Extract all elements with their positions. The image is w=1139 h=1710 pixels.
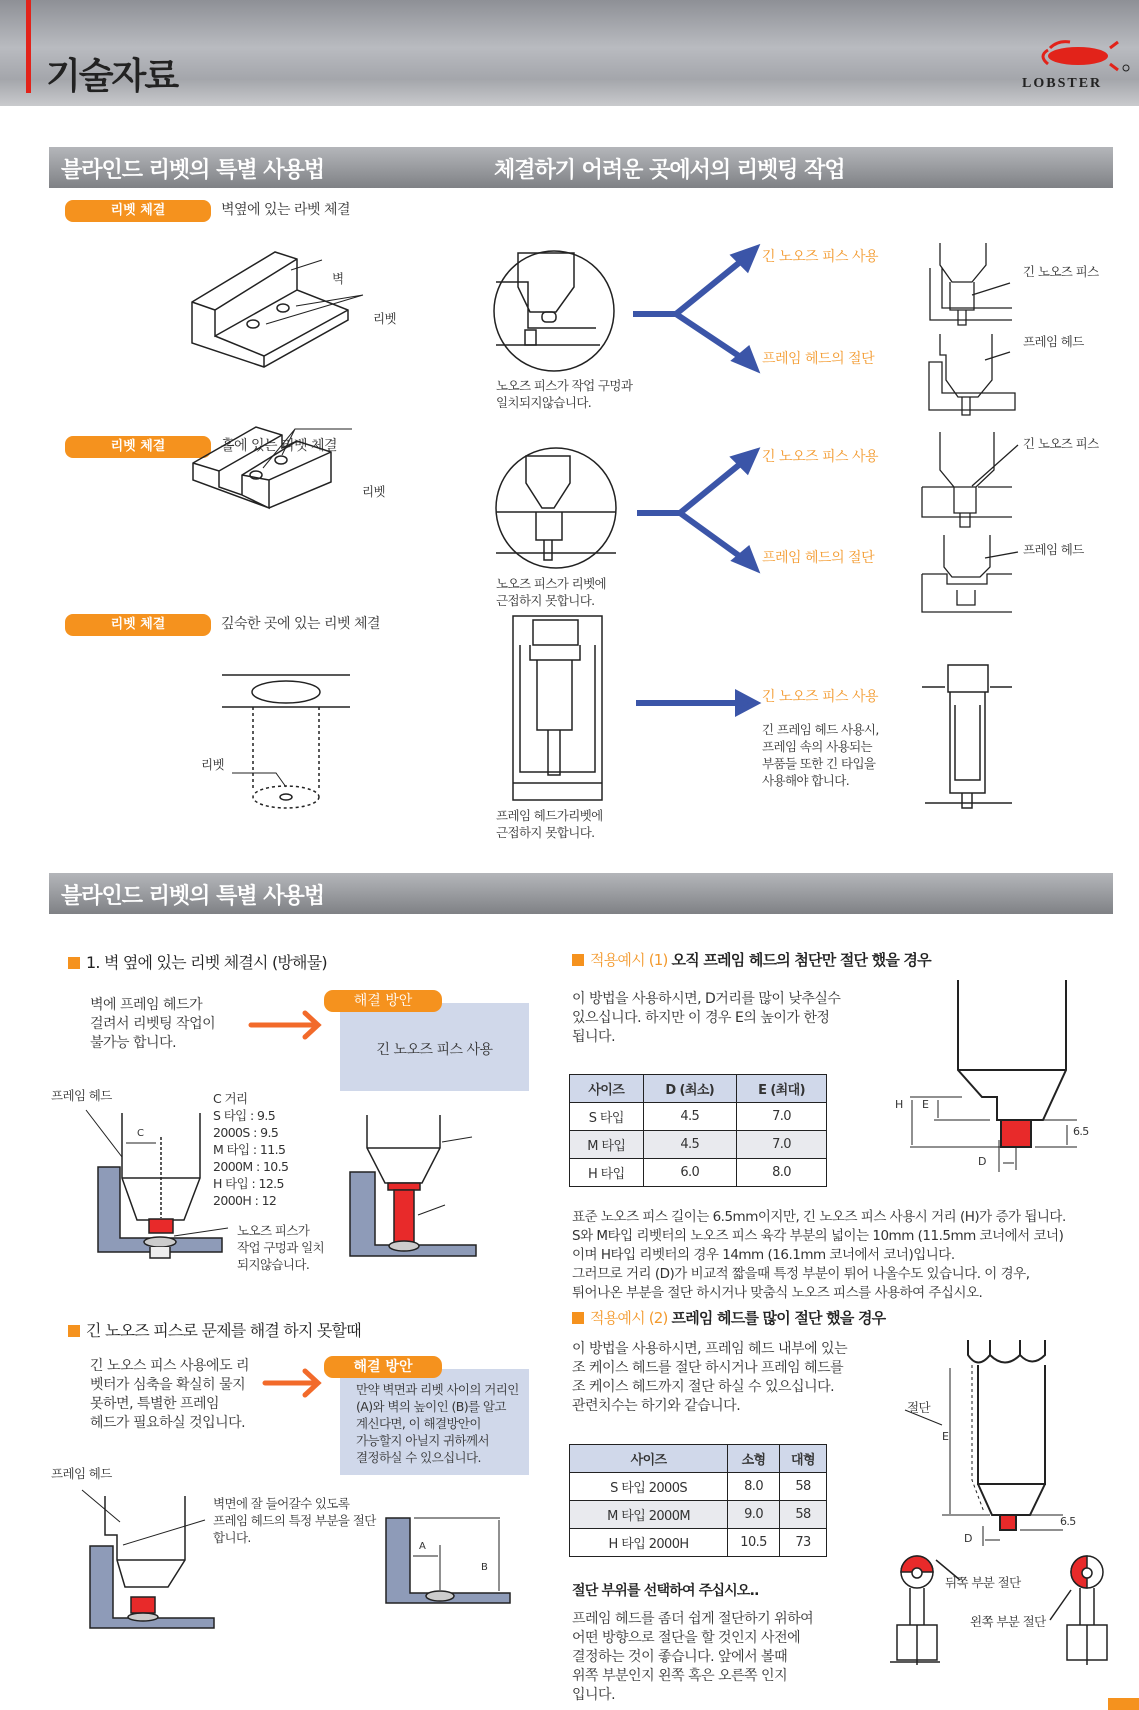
bullet-square-icon <box>68 957 80 969</box>
row2-caption: 노오즈 피스가 리벳에 근접하지 못합니다. <box>496 576 607 608</box>
cut-position-drawings <box>890 1556 1107 1665</box>
problem2-text: 긴 노오스 피스 사용에도 리 벳터가 심축을 확실히 물지 못하면, 특별한 프레임 헤드가 필요하실 것입니다. <box>90 1358 250 1431</box>
row2-label-frame-head: 프레임 헤드 <box>1023 542 1084 557</box>
label-rivet: 리벳 <box>362 484 385 499</box>
table-row: S 타입 4.5 7.0 <box>570 1103 827 1131</box>
table-row: S 타입 2000S 8.0 58 <box>570 1473 827 1501</box>
slot-bracket-drawing <box>193 427 352 508</box>
page-number-tab <box>1108 1698 1139 1710</box>
long-frame-box <box>513 616 602 800</box>
dim-nose: 6.5 <box>1073 1125 1089 1138</box>
row1-label-frame-head: 프레임 헤드 <box>1023 334 1084 349</box>
long-nose-solution-drawing <box>350 1115 476 1256</box>
c-distance-list: C 거리 S 타입 : 9.5 2000S : 9.5 M 타입 : 11.5 2000M : 10.5 H 타입 : 12.5 2000H : 12 <box>213 1091 289 1208</box>
frame-cut-result-1 <box>929 334 1015 415</box>
dim-b: B <box>481 1562 488 1573</box>
dim-a: A <box>419 1541 426 1552</box>
case-desc: 홀에 있는 리벳 체결 <box>221 438 338 454</box>
select-title: 절단 부위를 선택하여 주십시오.. <box>572 1583 759 1599</box>
solution2-box <box>340 1369 529 1475</box>
table-row: M 타입 4.5 7.0 <box>570 1131 827 1159</box>
row1-option-frame-cut: 프레임 헤드의 절단 <box>762 351 875 367</box>
table-row: H 타입 6.0 8.0 <box>570 1159 827 1187</box>
wall-bracket-drawing <box>192 252 363 367</box>
example2-drawing <box>905 1340 1063 1546</box>
solution1-pill: 해결 방안 <box>324 990 442 1012</box>
row2-option-long-nose: 긴 노오즈 피스 사용 <box>762 449 879 465</box>
case-desc: 깊숙한 곳에 있는 리벳 체결 <box>221 616 381 632</box>
case-pill: 리벳 체결 <box>65 200 211 222</box>
label-c: C <box>137 1128 144 1139</box>
example2-heading: 적용예시 (2) 프레임 헤드를 많이 절단 했을 경우 <box>572 1307 885 1328</box>
long-nose-result-2 <box>922 432 1018 527</box>
select-text: 프레임 헤드를 좀더 쉽게 절단하기 위하여 어떤 방향으로 절단을 할 것인지 사전에 결정하는 것이 좋습니다. 앞에서 볼때 위쪽 부분인지 왼쪽 혹은 오른쪽 인지 입니다. <box>572 1611 814 1703</box>
bullet-square-icon <box>68 1325 80 1337</box>
solution1-text: 긴 노오즈 피스 사용 <box>376 1042 493 1058</box>
dim-d: D <box>964 1532 972 1545</box>
label-rivet: 리벳 <box>201 757 224 772</box>
row1-label-long-nose: 긴 노오즈 피스 <box>1023 264 1099 279</box>
case-desc: 벽옆에 있는 라벳 체결 <box>221 202 351 218</box>
problem1-text: 벽에 프레임 헤드가 걸려서 리벳팅 작업이 불가능 합니다. <box>90 997 216 1051</box>
frame-cut-drawing <box>82 1490 214 1628</box>
dimension-ab-drawing <box>386 1518 510 1603</box>
table-row: H 타입 2000H 10.5 73 <box>570 1529 827 1557</box>
label-left-cut: 왼쪽 부분 절단 <box>970 1614 1046 1629</box>
label-rear-cut: 뒤쪽 부분 절단 <box>945 1575 1021 1590</box>
heading-long-nose-fail: 긴 노오즈 피스로 문제를 해결 하지 못할때 <box>68 1318 361 1341</box>
nose-note: 노오즈 피스가 작업 구멍과 일치 되지않습니다. <box>237 1223 325 1272</box>
table-row: M 타입 2000M 9.0 58 <box>570 1501 827 1529</box>
table-example2: 사이즈 소형 대형 S 타입 2000S 8.0 58 M 타입 2000M 9.0 58 H 타입 2000H 10.5 73 <box>569 1444 827 1557</box>
band-title: 블라인드 리벳의 특별 사용법 <box>61 884 325 909</box>
wall-obstruction-drawing <box>86 1110 228 1258</box>
row3-option-long-nose: 긴 노오즈 피스 사용 <box>762 689 879 705</box>
example1-heading: 적용예시 (1) 오직 프레임 헤드의 첨단만 절단 했을 경우 <box>572 949 931 970</box>
row1-option-long-nose: 긴 노오즈 피스 사용 <box>762 249 879 265</box>
dim-d: D <box>978 1155 986 1168</box>
dim-e: E <box>942 1430 949 1443</box>
row1-caption: 노오즈 피스가 작업 구멍과 일치되지않습니다. <box>496 378 633 410</box>
label-frame-head: 프레임 헤드 <box>51 1088 112 1103</box>
row3-note: 긴 프레임 헤드 사용시, 프레임 속의 사용되는 부품들 또한 긴 타입을 사용해야 합니다. <box>762 722 879 788</box>
row2-label-long-nose: 긴 노오즈 피스 <box>1023 436 1099 451</box>
solution2-pill: 해결 방안 <box>324 1356 442 1378</box>
dim-e: E <box>922 1098 929 1111</box>
band-title-right: 체결하기 어려운 곳에서의 리벳팅 작업 <box>494 158 845 183</box>
label-rivet: 리벳 <box>373 311 396 326</box>
bullet-square-icon <box>572 954 584 966</box>
row3-caption: 프레임 헤드가리벳에 근접하지 못합니다. <box>496 808 603 840</box>
bullet-square-icon <box>572 1312 584 1324</box>
long-frame-result <box>922 665 1012 808</box>
example1-text: 이 방법을 사용하시면, D거리를 많이 낮추실수 있으십니다. 하지만 이 경우 E의 높이가 한정 됩니다. <box>572 991 841 1045</box>
label-frame-head: 프레임 헤드 <box>51 1466 112 1481</box>
frame-cut-result-2 <box>922 535 1018 612</box>
long-nose-result-1 <box>930 243 1012 325</box>
deep-hole-drawing <box>222 675 350 808</box>
dim-nose: 6.5 <box>1060 1515 1076 1528</box>
example2-text: 이 방법을 사용하시면, 프레임 헤드 내부에 있는 조 케이스 헤드를 절단 하시거나 프레임 헤드를 조 케이스 헤드까지 절단 하실 수 있으십니다. 관련치수는 하기와 같습니다. <box>572 1341 848 1414</box>
row2-option-frame-cut: 프레임 헤드의 절단 <box>762 550 875 566</box>
long-text: 표준 노오즈 피스 길이는 6.5mm이지만, 긴 노오즈 피스 사용시 거리 (H)가 증가 됩니다. S와 M타입 리벳터의 노오즈 피스 육각 부분의 넓이는 10mm (11.5mm 코너에서 코너) 이며 H타입 리벳터의 경우 14mm (16.1mm 코너에서 코너)입니다. 그러므로 거리 (D)가 비교적 짧을때 특정 부분이 튀어 나올수도 있습니다. 이 경우, 튀어나온 부분을 절단 하시거나 맞춤식 노오즈 피스를 사용하여 주십시오. <box>572 1209 1066 1301</box>
case-pill: 리벳 체결 <box>65 614 211 636</box>
section-band-bottom <box>49 873 1113 914</box>
band-title-left: 블라인드 리벳의 특별 사용법 <box>61 158 325 183</box>
dim-h: H <box>895 1098 903 1111</box>
solution2-text: 만약 벽면과 리벳 사이의 거리인 (A)와 벽의 높이인 (B)를 알고 계신다면, 이 해결방안이 가능할지 아닐지 귀하께서 결정하실 수 있으십니다. <box>356 1382 519 1465</box>
solution1-box <box>340 1003 529 1091</box>
label-wall: 벽 <box>332 271 344 286</box>
case-pill: 리벳 체결 <box>65 436 211 458</box>
brand-name: LOBSTER <box>1022 76 1103 91</box>
example1-drawing <box>910 980 1077 1172</box>
page-title: 기술자료 <box>46 56 178 97</box>
table-example1: 사이즈 D (최소) E (최대) S 타입 4.5 7.0 M 타입 4.5 7.0 H 타입 6.0 8.0 <box>569 1074 827 1187</box>
nose-not-reach-circle <box>496 448 616 568</box>
cut-note: 벽면에 잘 들어갈수 있도록 프레임 헤드의 특정 부분을 절단 합니다. <box>213 1496 376 1545</box>
blue-branch-arrows <box>633 249 755 712</box>
heading-wall-obstruction: 1. 벽 옆에 있는 리벳 체결시 (방해물) <box>68 950 327 973</box>
nose-misaligned-circle <box>494 251 614 371</box>
label-cut: 절단 <box>907 1400 930 1415</box>
